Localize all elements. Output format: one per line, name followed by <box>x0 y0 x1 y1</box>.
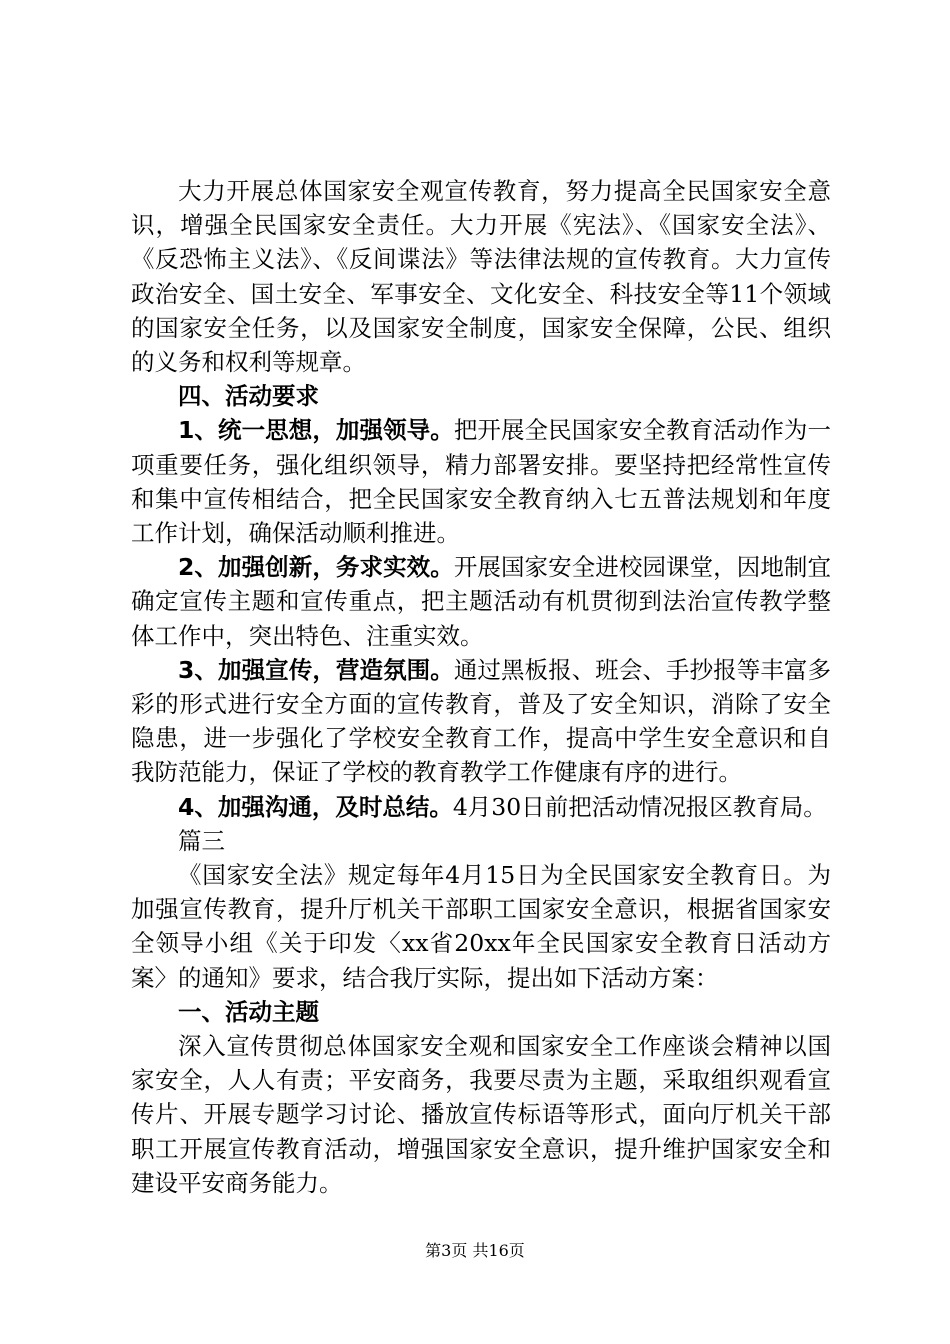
paragraph-requirement-3 <box>131 653 831 790</box>
requirement-1-text: 把开展全民国家安全教育活动作为一项重要任务，强化组织领导，精力部署安排。要坚持把经常性宣传和集中宣传相结合，把全民国家安全教育纳入七五普法规划和年度工作计划，确保活动顺利推进。 <box>131 416 832 548</box>
requirement-3-text: 通过黑板报、班会、手抄报等丰富多彩的形式进行安全方面的宣传教育，普及了安全知识，消除了安全隐患，进一步强化了学校安全教育工作，提高中学生安全意识和自我防范能力，保证了学校的教育教学工作健康有序的进行。 <box>131 655 832 787</box>
paragraph-activity-theme: 深入宣传贯彻总体国家安全观和国家安全工作座谈会精神以国家安全，人人有责；平安商务，我要尽责为主题，采取组织观看宣传片、开展专题学习讨论、播放宣传标语等形式，面向厅机关干部职工开展宣传教育活动，增强国家安全意识，提升维护国家安全和建设平安商务能力。 <box>131 1032 831 1197</box>
heading-activity-requirements: 四、活动要求 <box>178 382 319 411</box>
requirement-1-lead: 1、统一思想，加强领导。 <box>178 416 454 445</box>
paragraph-requirement-1 <box>131 413 831 550</box>
page-number-footer: 第3页 共16页 <box>425 1241 525 1260</box>
requirement-3-lead: 3、加强宣传，营造氛围。 <box>178 655 454 684</box>
requirement-4-text: 4月30日前把活动情况报区教育局。 <box>452 792 827 821</box>
heading-activity-theme: 一、活动主题 <box>178 997 319 1026</box>
requirement-4-lead: 4、加强沟通，及时总结。 <box>178 792 453 821</box>
requirement-2-lead: 2、加强创新，务求实效。 <box>178 553 454 582</box>
document-body <box>131 174 831 1200</box>
paragraph-safety-education: 大力开展总体国家安全观宣传教育，努力提高全民国家安全意识，增强全民国家安全责任。大力开展《宪法》、《国家安全法》、《反恐怖主义法》、《反间谍法》等法律法规的宣传教育。大力宣传政治安全、国土安全、军事安全、文化安全、科技安全等11个领域的国家安全任务，以及国家安全制度，国家安全保障，公民、组织的义务和权利等规章。 <box>131 177 831 377</box>
requirement-2-text: 开展国家安全进校园课堂，因地制宜确定宣传主题和宣传重点，把主题活动有机贯彻到法治宣传教学整体工作中，突出特色、注重实效。 <box>131 553 832 650</box>
paragraph-national-security-law: 《国家安全法》规定每年4月15日为全民国家安全教育日。为加强宣传教育，提升厅机关干部职工国家安全意识，根据省国家安全领导小组《关于印发〈xx省20xx年全民国家安全教育日活动方案〉的通知》要求，结合我厅实际，提出如下活动方案： <box>131 861 831 992</box>
paragraph-requirement-2 <box>131 550 831 653</box>
section-label-part-three: 篇三 <box>178 826 225 855</box>
paragraph-requirement-4 <box>131 790 831 824</box>
